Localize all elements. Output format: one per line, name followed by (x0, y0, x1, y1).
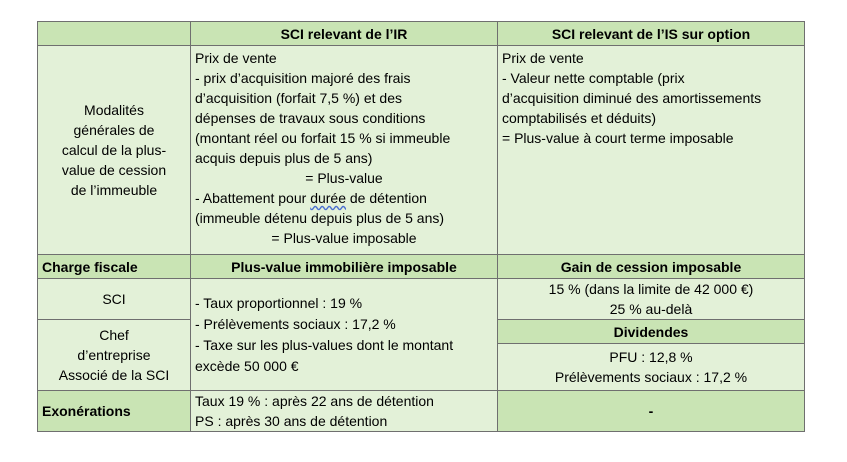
ir-abattement-line2: (immeuble détenu depuis plus de 5 ans) (195, 210, 445, 226)
is-rate-line: 25 % au-delà (609, 301, 693, 317)
chef-label-line: Associé de la SCI (58, 367, 170, 383)
ir-text-line: acquis depuis plus de 5 ans) (195, 150, 373, 166)
ir-text-line: - prix d’acquisition majoré des frais (195, 70, 411, 86)
is-text-line: - Valeur nette comptable (prix (502, 70, 685, 86)
ir-tax-line: excède 50 000 € (195, 357, 299, 374)
dividendes-header: Dividendes (498, 320, 805, 344)
tax-comparison-table (37, 21, 805, 432)
ps-line: Prélèvements sociaux : 17,2 % (554, 369, 748, 385)
ir-result-plus-value: = Plus-value (305, 170, 383, 186)
is-text-line: d’acquisition diminué des amortissements (502, 90, 762, 106)
ir-text-line: d’acquisition (forfait 7,5 %) et des (195, 90, 402, 106)
ir-abattement-before: - Abattement pour (195, 190, 311, 206)
is-rate-line: 15 % (dans la limite de 42 000 €) (548, 281, 754, 297)
modalites-ir-cell (191, 46, 498, 255)
charge-fiscale-row (38, 255, 805, 279)
ir-abattement-after: de détention (346, 190, 427, 206)
ir-text-line: dépenses de travaux sous conditions (195, 110, 426, 126)
ir-tax-line: - Taux proportionnel : 19 % (195, 294, 363, 311)
exonerations-ir-cell (191, 391, 498, 432)
ir-text-line: (montant réel ou forfait 15 % si immeuble (195, 130, 451, 146)
exonerations-row (38, 391, 805, 432)
charge-ir-header: Plus-value immobilière imposable (191, 255, 498, 279)
chef-label-line: d’entreprise (77, 347, 151, 363)
exo-line: PS : après 30 ans de détention (195, 413, 388, 429)
spellcheck-word: durée (310, 190, 346, 206)
is-text-line: Prix de vente (502, 50, 584, 66)
modalites-label-line: générales de (73, 122, 155, 138)
ir-text-line: Prix de vente (195, 50, 277, 66)
modalites-row (38, 46, 805, 255)
header-sci-ir: SCI relevant de l’IR (191, 22, 498, 46)
is-text-line: comptabilisés et déduits) (502, 110, 657, 126)
exonerations-label: Exonérations (38, 391, 191, 432)
header-sci-is: SCI relevant de l’IS sur option (498, 22, 805, 46)
ir-tax-line: - Prélèvements sociaux : 17,2 % (195, 315, 396, 332)
modalites-label-line: value de cession (61, 162, 167, 178)
exonerations-is-cell: - (498, 391, 805, 432)
modalites-is-cell (498, 46, 805, 255)
ir-abattement-line (195, 188, 493, 208)
sci-is-cell (498, 279, 805, 320)
sci-row (38, 279, 805, 320)
sci-label: SCI (38, 279, 191, 320)
charge-is-header: Gain de cession imposable (498, 255, 805, 279)
dividendes-cell (498, 344, 805, 391)
pfu-line: PFU : 12,8 % (609, 349, 693, 365)
charge-fiscale-label: Charge fiscale (38, 255, 191, 279)
modalites-label-line: calcul de la plus- (61, 142, 167, 158)
chef-label (38, 320, 191, 391)
ir-taxes-cell (191, 279, 498, 391)
header-empty-cell (38, 22, 191, 46)
chef-label-line: Chef (99, 327, 129, 343)
exo-line: Taux 19 % : après 22 ans de détention (195, 393, 434, 409)
modalites-label-line: de l’immeuble (70, 182, 158, 198)
modalites-label (38, 46, 191, 255)
ir-tax-line: - Taxe sur les plus-values dont le montant (195, 336, 454, 353)
ir-result-imposable: = Plus-value imposable (271, 230, 417, 246)
modalites-label-line: Modalités (84, 102, 144, 118)
is-text-line: = Plus-value à court terme imposable (502, 130, 734, 146)
header-row (38, 22, 805, 46)
